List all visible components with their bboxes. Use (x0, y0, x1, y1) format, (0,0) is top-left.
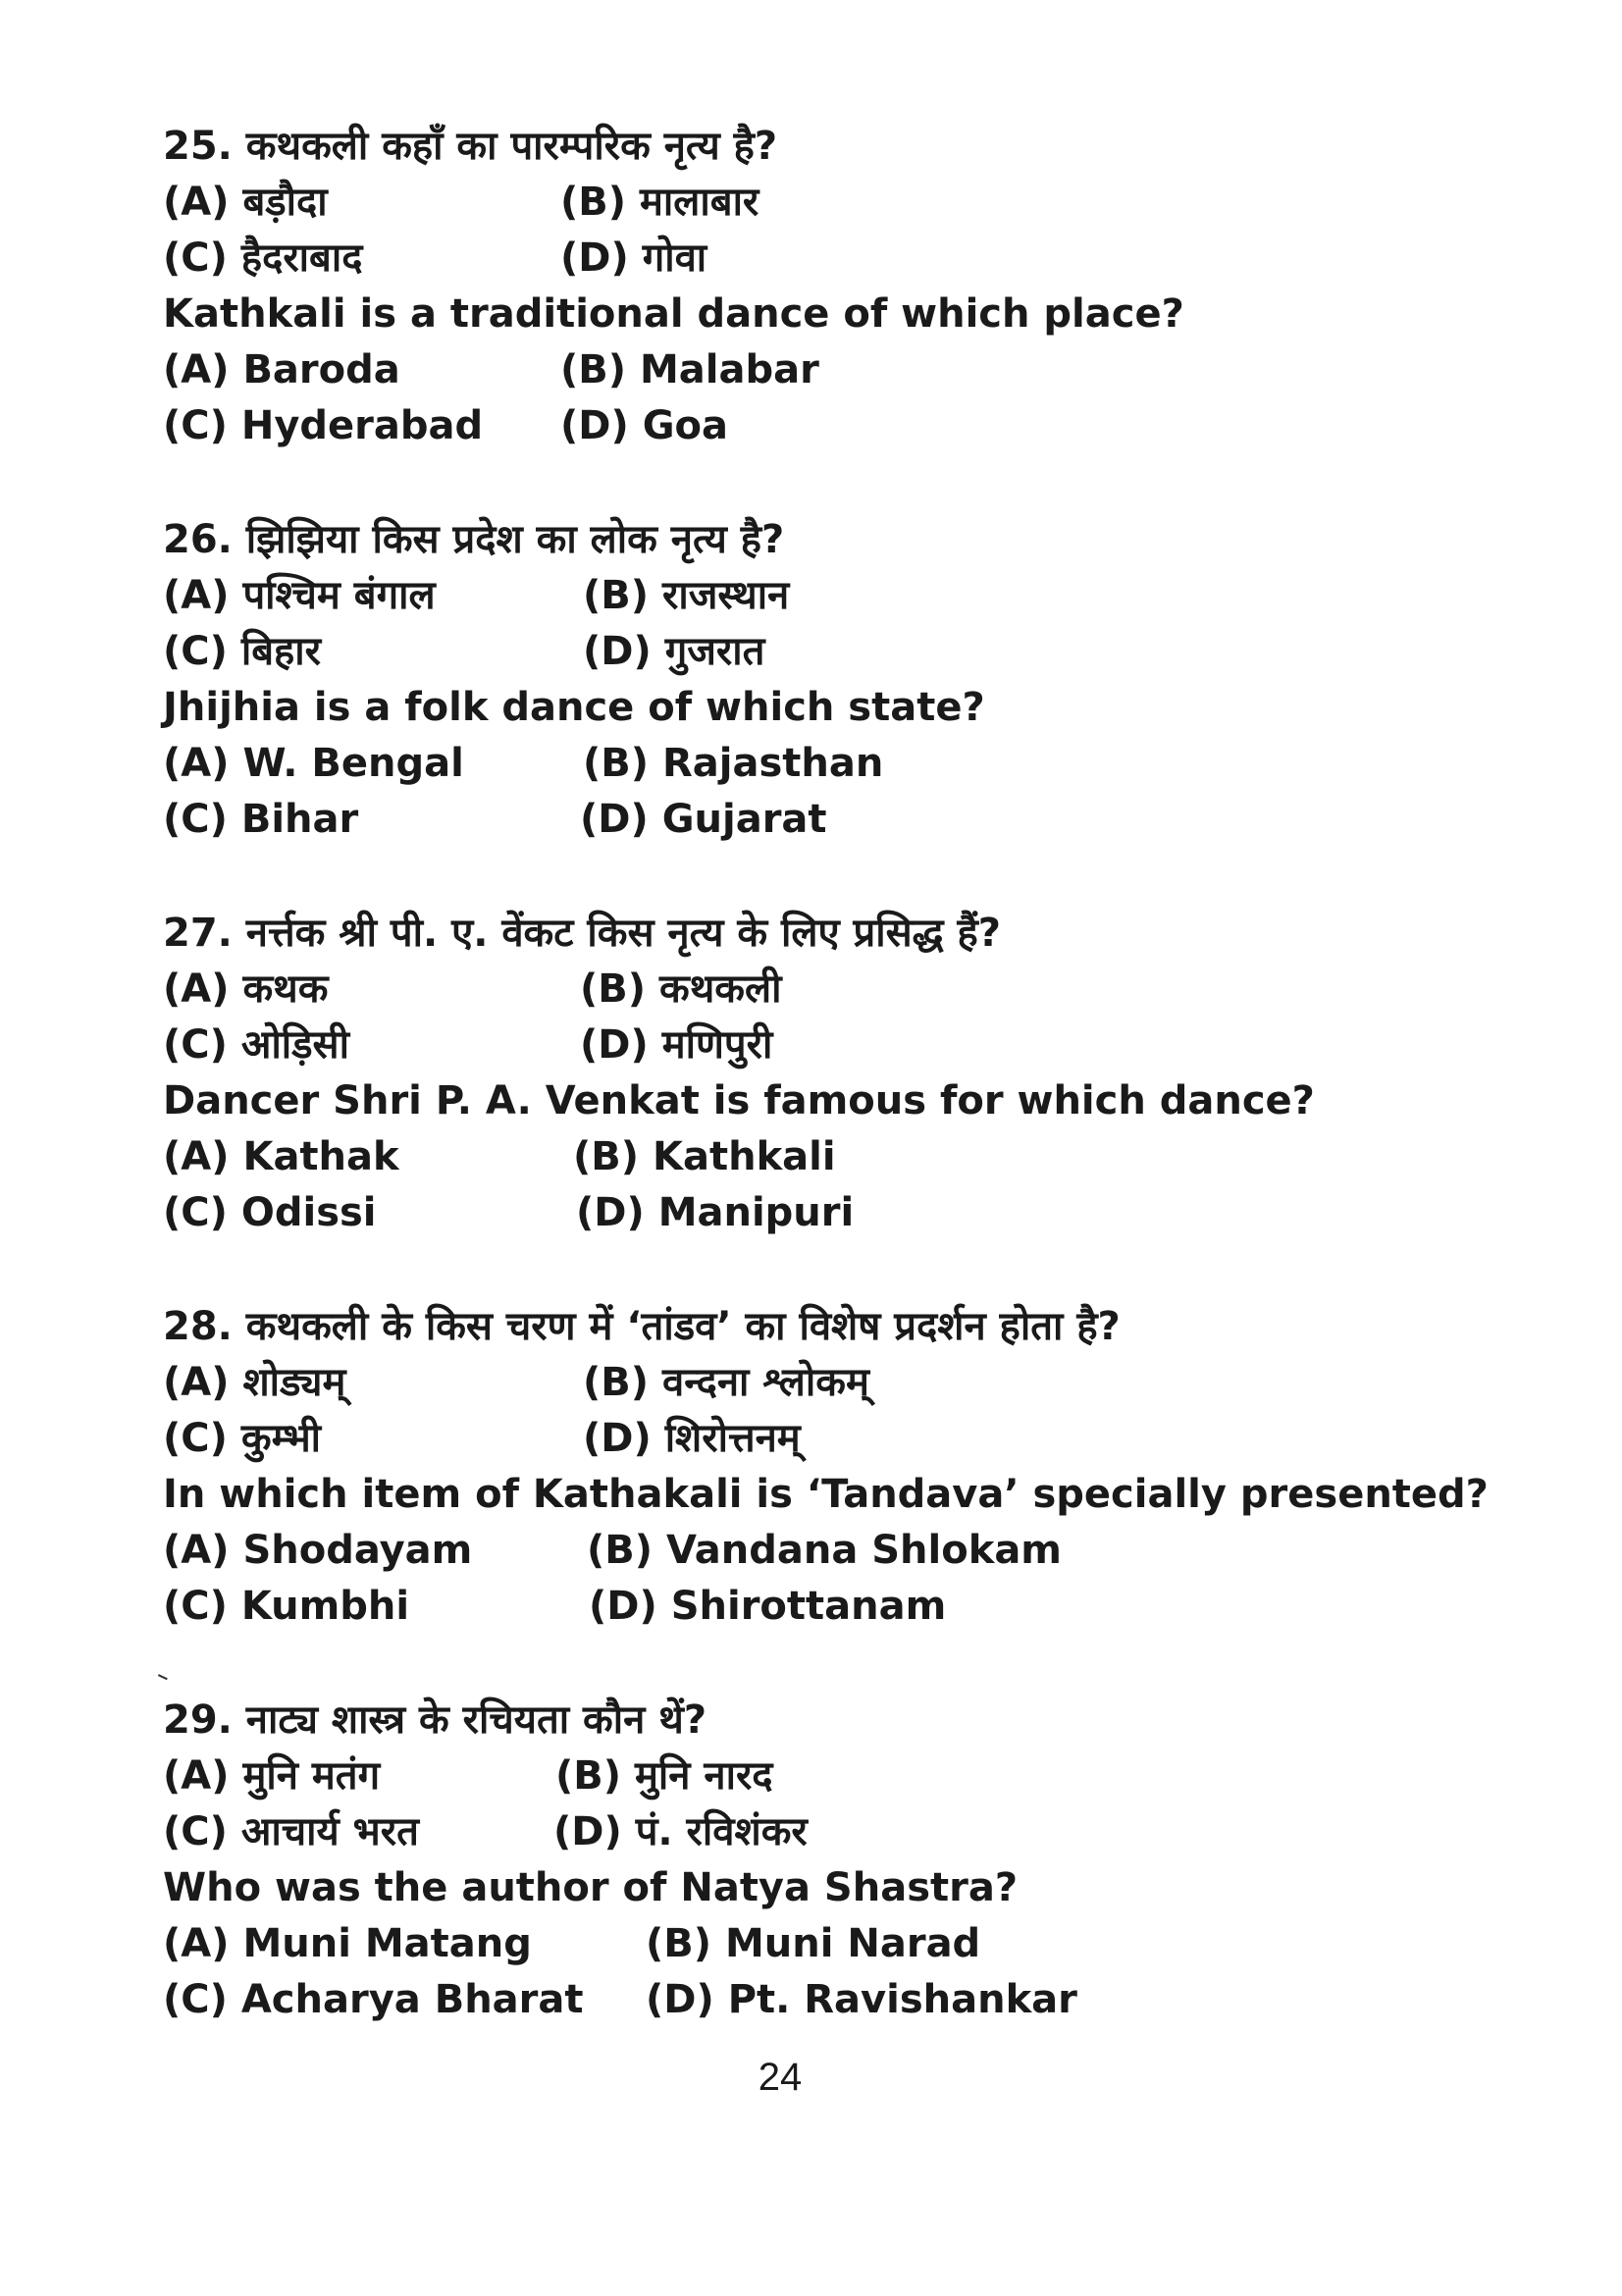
hindi-options-row (163, 1018, 1468, 1073)
hindi-question: 28. कथकली के किस चरण में ‘तांडव’ का विशेष प्रदर्शन होता है? (163, 1304, 1121, 1349)
english-option-c: (C) Odissi (163, 1190, 377, 1235)
hindi-question: 27. नर्त्तक श्री पी. ए. वेंकट किस नृत्य के लिए प्रसिद्ध हैं? (163, 911, 1001, 956)
hindi-options-row (163, 1804, 1468, 1860)
hindi-option-b: (B) कथकली (580, 966, 782, 1012)
hindi-option-c: (C) कुम्भी (163, 1416, 322, 1461)
english-option-a: (A) Shodayam (163, 1528, 473, 1573)
english-options-row (163, 736, 1468, 792)
hindi-question: 25. कथकली कहाँ का पारम्परिक नृत्य है? (163, 124, 778, 169)
english-option-c: (C) Kumbhi (163, 1584, 410, 1629)
english-option-a: (A) Kathak (163, 1134, 399, 1179)
page-number: 24 (758, 2056, 803, 2099)
hindi-option-b: (B) मालाबार (560, 180, 759, 225)
hindi-option-a: (A) कथक (163, 966, 329, 1012)
english-options-row (163, 1579, 1468, 1635)
hindi-option-b: (B) राजस्थान (583, 573, 790, 618)
english-option-d: (D) Gujarat (580, 797, 827, 842)
english-option-b: (B) Rajasthan (583, 741, 884, 786)
hindi-option-c: (C) ओड़िसी (163, 1022, 349, 1068)
hindi-option-d: (D) पं. रविशंकर (553, 1809, 808, 1854)
english-options-row (163, 1972, 1468, 2028)
hindi-option-a: (A) मुनि मतंग (163, 1753, 381, 1799)
hindi-options-row (163, 231, 1468, 287)
hindi-option-c: (C) हैदराबाद (163, 235, 363, 281)
english-option-a: (A) Muni Matang (163, 1921, 532, 1966)
question-block-26 (163, 512, 1468, 848)
english-option-b: (B) Vandana Shlokam (587, 1528, 1062, 1573)
question-block-25 (163, 119, 1468, 454)
english-question: Dancer Shri P. A. Venkat is famous for which dance? (163, 1078, 1315, 1123)
hindi-option-d: (D) मणिपुरी (580, 1022, 773, 1068)
english-options-row (163, 792, 1468, 848)
hindi-options-row (163, 1748, 1468, 1804)
hindi-question: 26. झिझिया किस प्रदेश का लोक नृत्य है? (163, 517, 785, 562)
english-option-b: (B) Malabar (560, 347, 819, 392)
english-options-row (163, 1523, 1468, 1579)
hindi-question: 29. नाट्य शास्त्र के रचियता कौन थें? (163, 1697, 707, 1743)
hindi-option-a: (A) शोड्यम् (163, 1360, 346, 1405)
hindi-option-a: (A) बड़ौदा (163, 180, 328, 225)
english-option-c: (C) Bihar (163, 797, 359, 842)
english-option-d: (D) Goa (560, 403, 728, 448)
hindi-options-row (163, 962, 1468, 1018)
english-option-a: (A) Baroda (163, 347, 400, 392)
english-options-row (163, 342, 1468, 398)
hindi-options-row (163, 1411, 1468, 1467)
hindi-options-row (163, 624, 1468, 680)
english-option-b: (B) Kathkali (573, 1134, 836, 1179)
english-question: Who was the author of Natya Shastra? (163, 1865, 1019, 1910)
question-block-28 (163, 1299, 1489, 1635)
hindi-options-row (163, 568, 1468, 624)
question-block-27 (163, 906, 1468, 1241)
english-question: In which item of Kathakali is ‘Tandava’ specially presented? (163, 1472, 1489, 1517)
english-question: Kathkali is a traditional dance of which place? (163, 291, 1184, 337)
english-option-a: (A) W. Bengal (163, 741, 464, 786)
english-option-d: (D) Shirottanam (589, 1584, 947, 1629)
english-option-d: (D) Pt. Ravishankar (646, 1977, 1077, 2022)
english-option-b: (B) Muni Narad (646, 1921, 981, 1966)
english-options-row (163, 1916, 1468, 1972)
english-option-c: (C) Acharya Bharat (163, 1977, 584, 2022)
english-question: Jhijhia is a folk dance of which state? (163, 685, 985, 730)
english-option-c: (C) Hyderabad (163, 403, 484, 448)
question-block-29 (163, 1693, 1468, 2028)
hindi-option-a: (A) पश्चिम बंगाल (163, 573, 436, 618)
hindi-options-row (163, 1355, 1468, 1411)
hindi-option-d: (D) गुजरात (583, 629, 765, 674)
hindi-options-row (163, 175, 1468, 231)
english-options-row (163, 1129, 1468, 1185)
english-options-row (163, 1185, 1468, 1241)
hindi-option-d: (D) गोवा (560, 235, 707, 281)
hindi-option-c: (C) बिहार (163, 629, 322, 674)
english-option-d: (D) Manipuri (576, 1190, 855, 1235)
hindi-option-d: (D) शिरोत्तनम् (583, 1416, 801, 1461)
stray-pen-mark (156, 1674, 168, 1684)
english-options-row (163, 398, 1468, 454)
hindi-option-b: (B) मुनि नारद (555, 1753, 773, 1799)
hindi-option-c: (C) आचार्य भरत (163, 1809, 419, 1854)
hindi-option-b: (B) वन्दना श्लोकम् (583, 1360, 869, 1405)
